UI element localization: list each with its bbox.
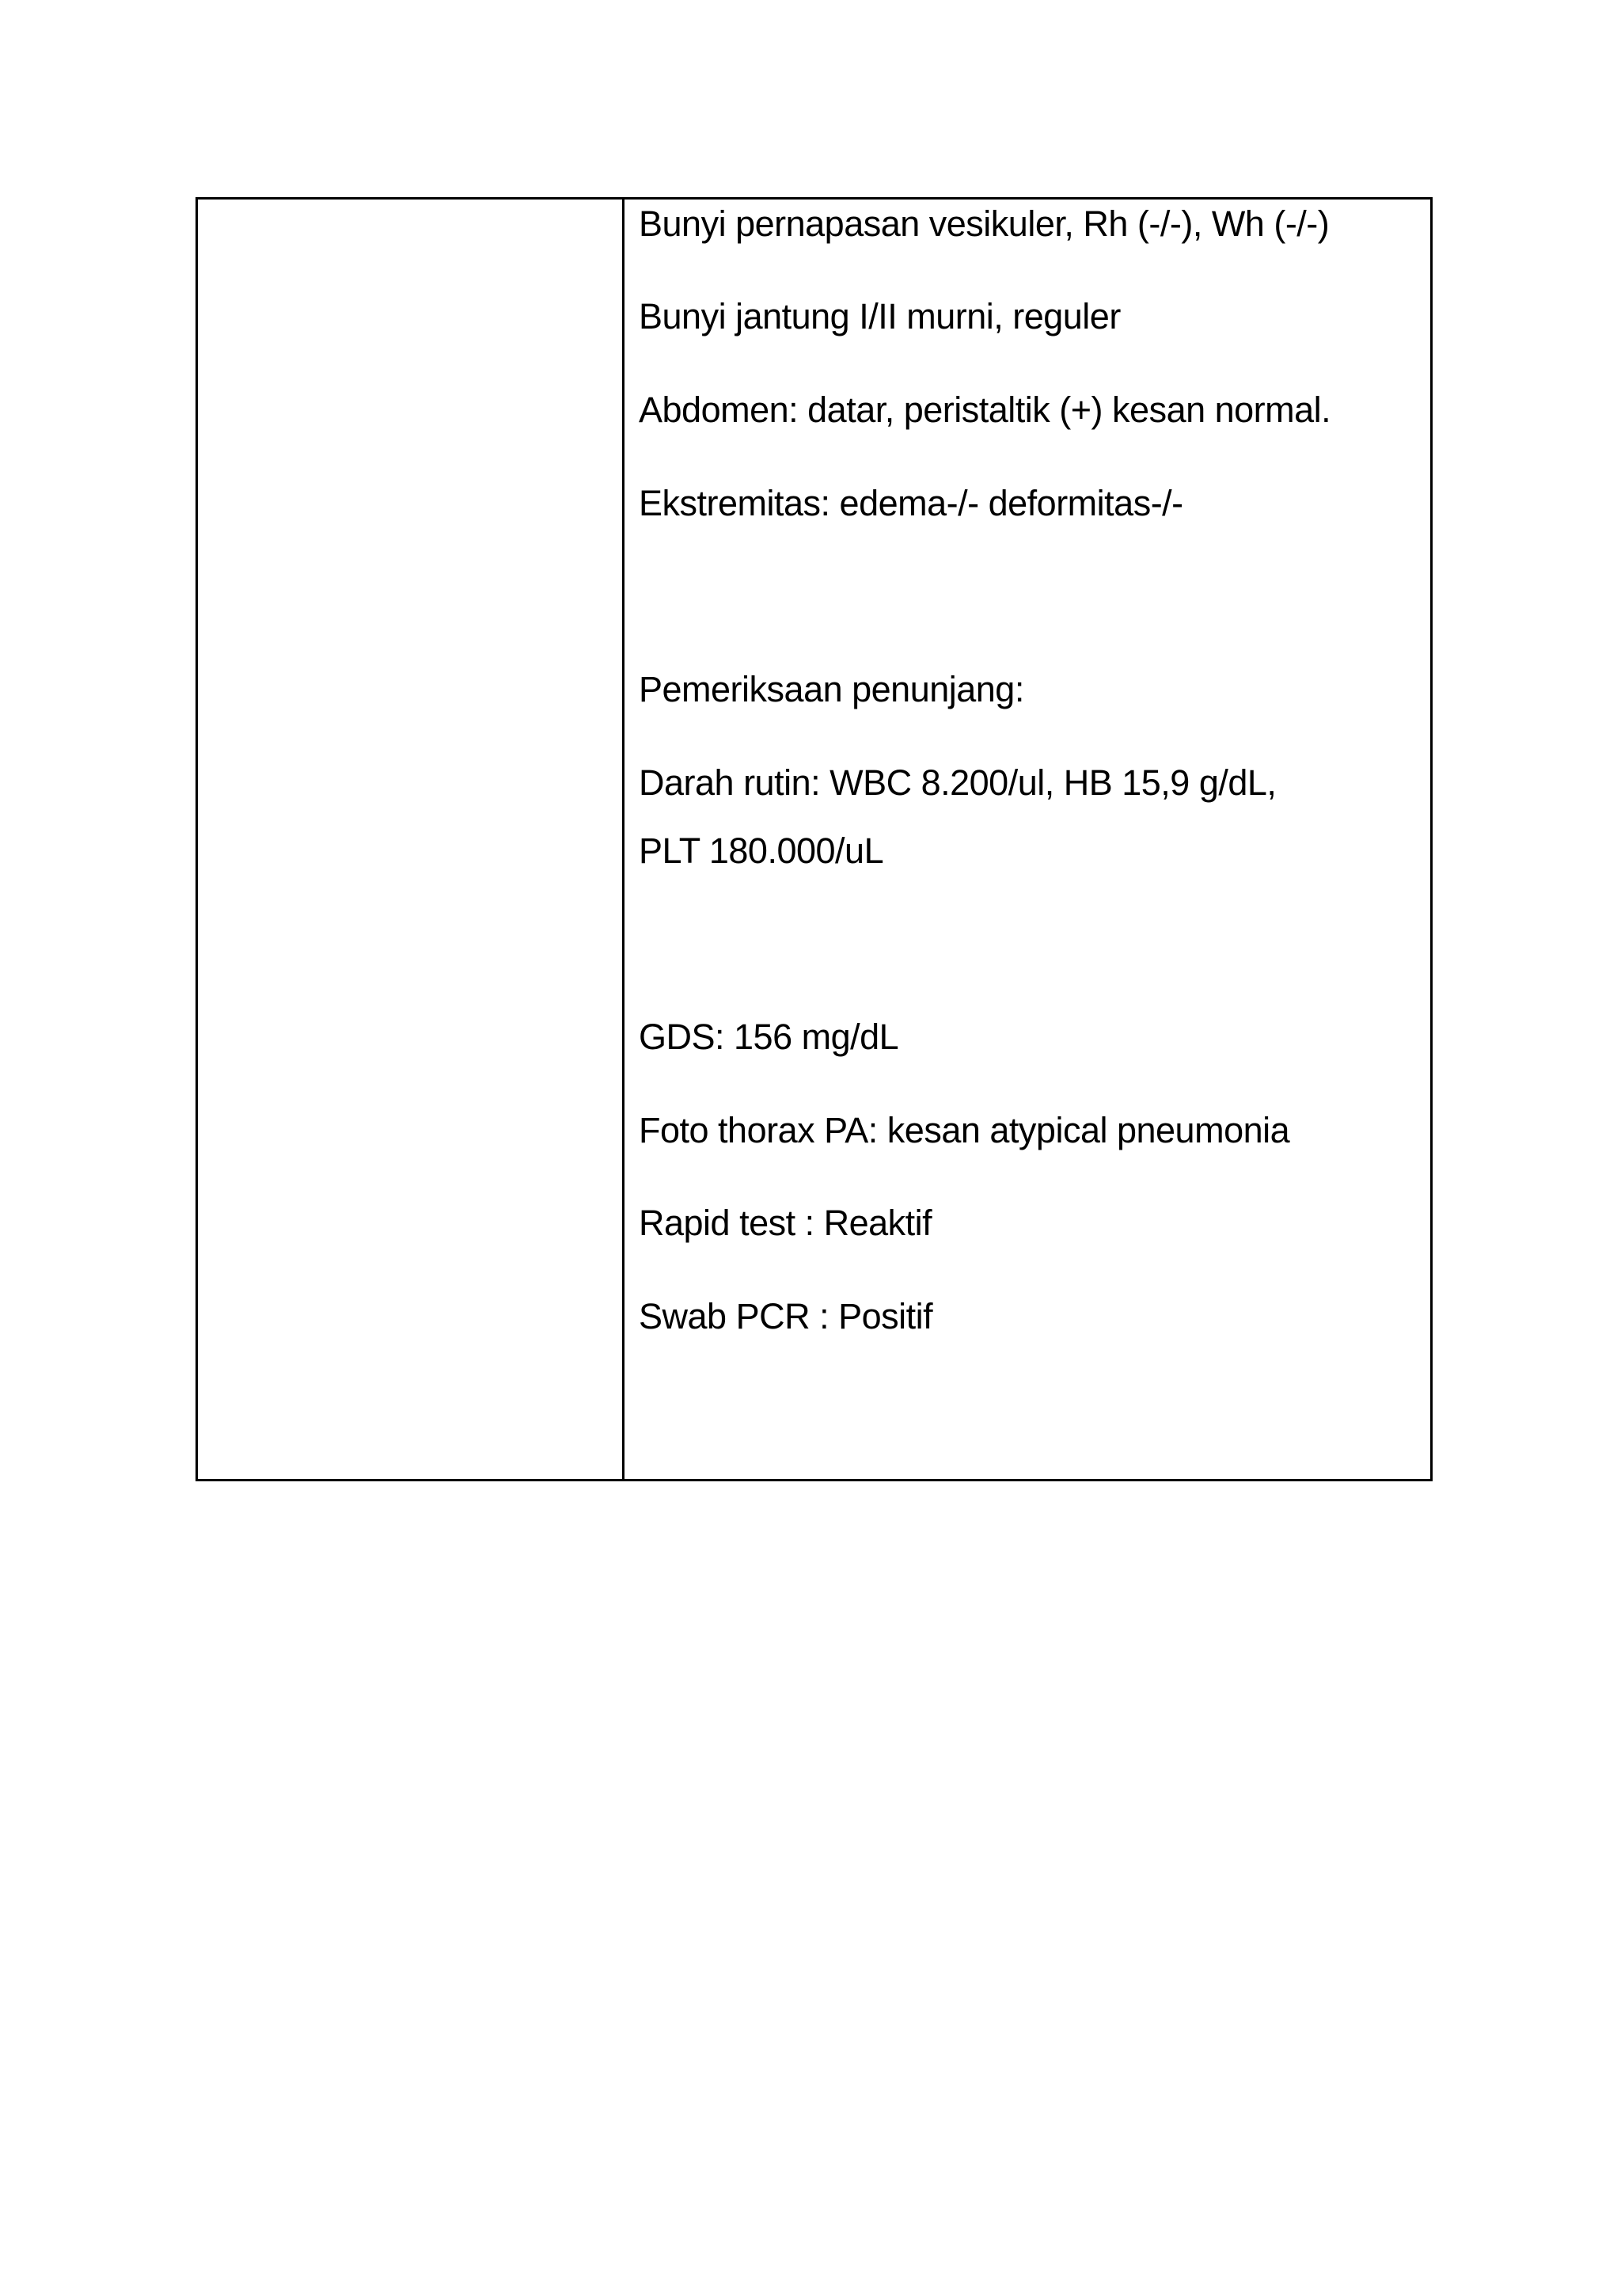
platelet-line: PLT 180.000/uL [639,831,884,871]
exam-findings [624,200,1430,1479]
gds-line: GDS: 156 mg/dL [639,1017,899,1057]
heart-sounds-line: Bunyi jantung I/II murni, reguler [639,296,1121,336]
left-cell [197,199,624,1481]
table-row [197,199,1432,1481]
blood-routine-line: Darah rutin: WBC 8.200/ul, HB 15,9 g/dL, [639,762,1277,803]
right-cell [624,199,1432,1481]
breath-sounds-line: Bunyi pernapasan vesikuler, Rh (-/-), Wh (-/-) [639,203,1330,244]
supporting-exam-heading: Pemeriksaan penunjang: [639,669,1024,709]
thorax-photo-line: Foto thorax PA: kesan atypical pneumonia [639,1110,1290,1150]
swab-pcr-line: Swab PCR : Positif [639,1296,933,1336]
rapid-test-line: Rapid test : Reaktif [639,1203,932,1243]
extremities-line: Ekstremitas: edema-/- deformitas-/- [639,483,1183,523]
abdomen-line: Abdomen: datar, peristaltik (+) kesan normal. [639,390,1331,430]
medical-record-table [196,197,1433,1481]
